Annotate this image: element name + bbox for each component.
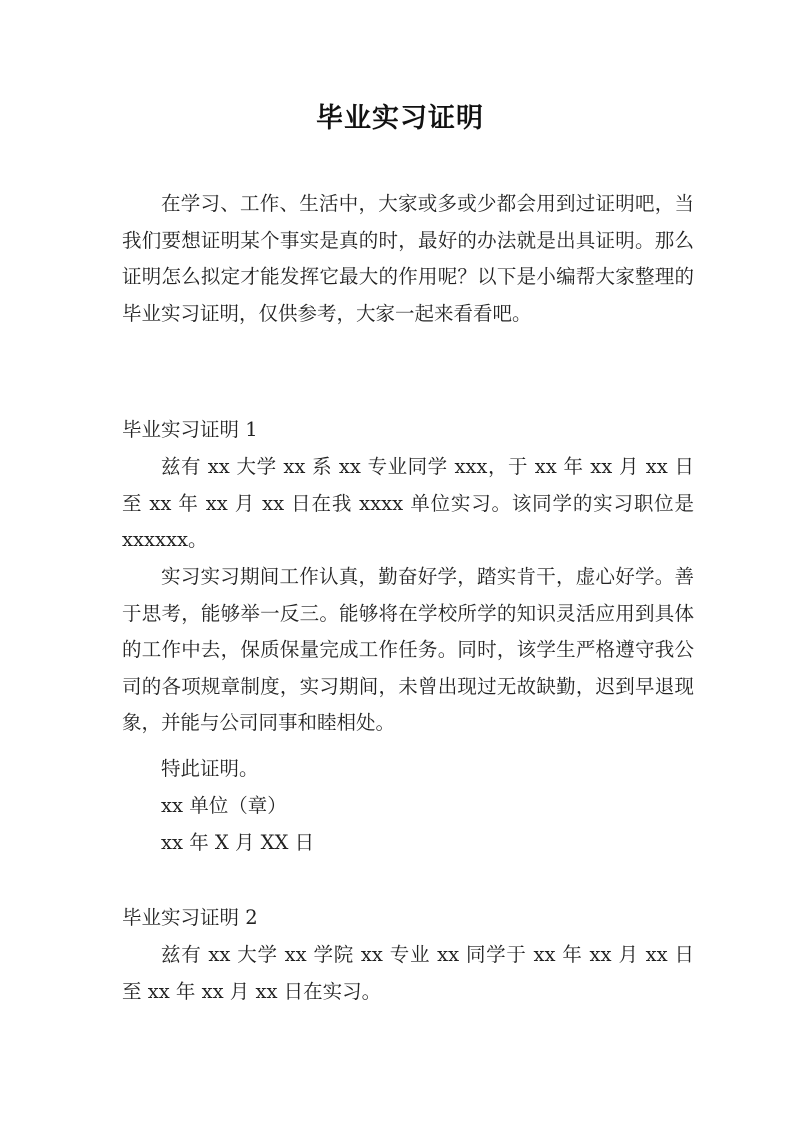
section1-paragraph-2: 实习实习期间工作认真，勤奋好学，踏实肯干，虚心好学。善于思考，能够举一反三。能够将在学校所学的知识灵活应用到具体的工作中去，保质保量完成工作任务。同时，该学生严格遵守我公司的各项规章制度，实习期间，未曾出现过无故缺勤，迟到早退现象，并能与公司同事和睦相处。 (122, 565, 694, 734)
section2-paragraph-1: 兹有 xx 大学 xx 学院 xx 专业 xx 同学于 xx 年 xx 月 xx 日至 xx 年 xx 月 xx 日在实习。 (122, 943, 694, 1003)
intro-paragraph: 在学习、工作、生活中，大家或多或少都会用到过证明吧，当我们要想证明某个事实是真的时，最好的办法就是出具证明。那么证明怎么拟定才能发挥它最大的作用呢？以下是小编帮大家整理的毕业实习证明，仅供参考，大家一起来看看吧。 (122, 192, 694, 325)
section1-date: xx 年 X 月 XX 日 (161, 831, 315, 854)
section1-closing: 特此证明。 (161, 757, 259, 780)
document-title: 毕业实习证明 (316, 103, 484, 134)
section1-paragraph-1: 兹有 xx 大学 xx 系 xx 专业同学 xxx，于 xx 年 xx 月 xx 日至 xx 年 xx 月 xx 日在我 xxxx 单位实习。该同学的实习职位是 xxxxxx。 (122, 455, 694, 551)
section1-signature: xx 单位（章） (161, 794, 287, 817)
section-heading-2: 毕业实习证明 2 (122, 906, 258, 929)
section-heading-1: 毕业实习证明 1 (122, 418, 258, 441)
